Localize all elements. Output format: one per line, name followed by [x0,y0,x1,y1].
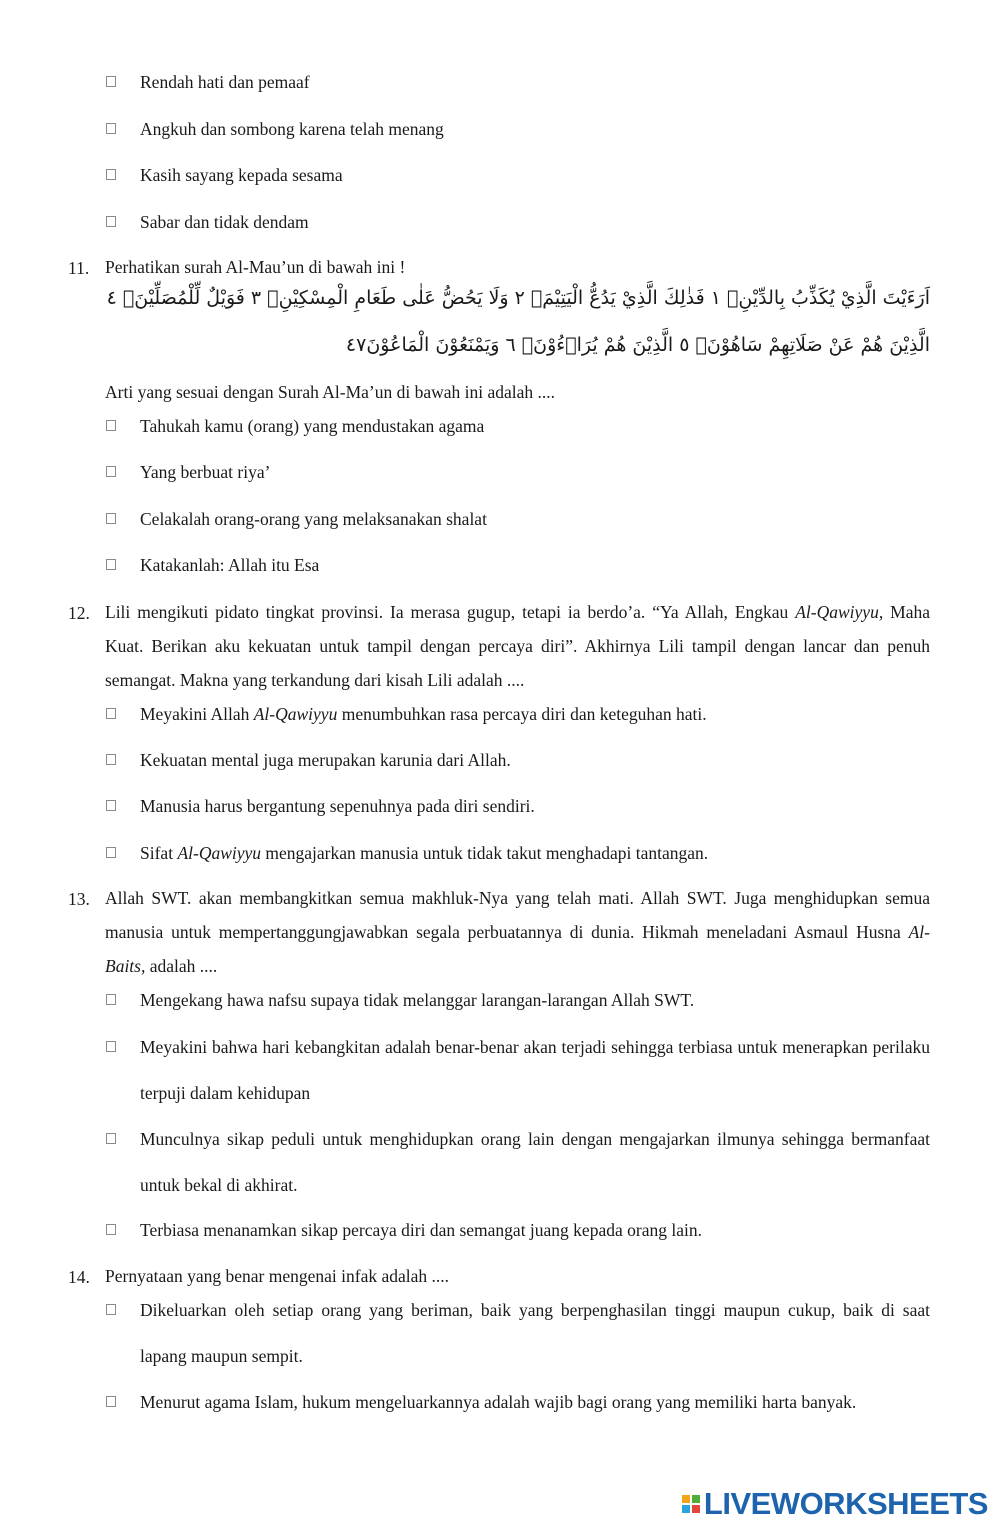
checkbox[interactable] [106,800,116,811]
question-text-part: Lili mengikuti pidato tingkat provinsi. Ia merasa gugup, tetapi ia berdo’a. “Ya Allah, Engkau [105,602,796,622]
arabic-verse-line-1: اَرَءَيْتَ الَّذِيْ يُكَذِّبُ بِالدِّيْنِۗ ١ فَذٰلِكَ الَّذِيْ يَدُعُّ الْيَتِيْمَۙ ٢ وَلَا يَحُضُّ عَلٰى طَعَامِ الْمِسْكِيْنِۗ ٣ فَوَيْلٌ لِّلْمُصَلِّيْنَۙ ٤ [106,287,930,309]
checkbox[interactable] [106,466,116,477]
checkbox[interactable] [106,1133,116,1144]
liveworksheets-logo [682,1486,988,1522]
logo-tile [682,1505,690,1513]
checkbox[interactable] [106,708,116,719]
option-text: Meyakini bahwa hari kebangkitan adalah benar-benar akan terjadi sehingga terbiasa untuk menerapkan perilaku terpuji dalam kehidupan [140,1037,930,1103]
logo-tile [682,1495,690,1503]
logo-grid-icon [682,1495,700,1513]
logo-tile [692,1495,700,1503]
option-text: Kasih sayang kepada sesama [140,165,343,185]
asmaul-husna-term: Al-Qawiyyu [253,704,338,724]
question-prompt: Pernyataan yang benar mengenai infak adalah .... [105,1266,450,1286]
checkbox[interactable] [106,1041,116,1052]
checkbox[interactable] [106,216,116,227]
question-text-part: Allah SWT. akan membangkitkan semua makhluk-Nya yang telah mati. Allah SWT. Juga menghidupkan semua manusia untuk mempertanggungjawabkan segala perbuatannya di dunia. Hikmah meneladani Asmaul Husna [105,888,930,942]
checkbox[interactable] [106,169,116,180]
option-text [140,691,930,737]
checkbox[interactable] [106,123,116,134]
option-text: Tahukah kamu (orang) yang mendustakan agama [140,416,485,436]
question-text [105,881,930,983]
checkbox[interactable] [106,513,116,524]
option-text-part: mengajarkan manusia untuk tidak takut menghadapi tantangan. [261,843,709,863]
logo-tile [692,1505,700,1513]
option-text [140,830,930,876]
asmaul-husna-term: Al-Baits, [105,922,930,976]
option-text-part: Meyakini Allah [140,704,254,724]
option-text: Menurut agama Islam, hukum mengeluarkannya adalah wajib bagi orang yang memiliki harta banyak. [140,1392,857,1412]
checkbox[interactable] [106,754,116,765]
asmaul-husna-term: Al-Qawiyyu [177,843,262,863]
checkbox[interactable] [106,1396,116,1407]
option-text: Terbiasa menanamkan sikap percaya diri dan semangat juang kepada orang lain. [140,1220,702,1240]
question-number: 13. [68,889,90,909]
option-text: Rendah hati dan pemaaf [140,72,310,92]
option-text: Katakanlah: Allah itu Esa [140,555,320,575]
option-text: Sabar dan tidak dendam [140,212,309,232]
checkbox[interactable] [106,847,116,858]
option-text: Mengekang hawa nafsu supaya tidak melanggar larangan-larangan Allah SWT. [140,990,695,1010]
checkbox[interactable] [106,1304,116,1315]
asmaul-husna-term: Al-Qawiyyu, [795,602,884,622]
question-text-part: Maha Kuat. Berikan aku kekuatan untuk tampil dengan percaya diri”. Akhirnya Lili tampil dengan lancar dan penuh semangat. Makna yang terkandung dari kisah Lili adalah .... [105,602,930,690]
checkbox[interactable] [106,76,116,87]
option-text: Dikeluarkan oleh setiap orang yang beriman, baik yang berpenghasilan tinggi maupun cukup, baik di saat lapang maupun sempit. [140,1300,930,1366]
checkbox[interactable] [106,559,116,570]
option-text-part: menumbuhkan rasa percaya diri dan keteguhan hati. [337,704,707,724]
question-number: 11. [68,258,90,278]
checkbox[interactable] [106,1224,116,1235]
question-number: 14. [68,1267,90,1287]
logo-text: LIVEWORKSHEETS [703,1486,988,1521]
question-text: Arti yang sesuai dengan Surah Al-Ma’un di bawah ini adalah .... [105,382,556,402]
question-text-part: adalah .... [145,956,218,976]
question-prompt: Perhatikan surah Al-Mau’un di bawah ini ! [105,257,406,277]
option-text: Munculnya sikap peduli untuk menghidupkan orang lain dengan mengajarkan ilmunya sehingga bermanfaat untuk bekal di akhirat. [140,1129,930,1195]
checkbox[interactable] [106,994,116,1005]
option-text: Yang berbuat riya’ [140,462,271,482]
option-text: Manusia harus bergantung sepenuhnya pada diri sendiri. [140,796,535,816]
question-number: 12. [68,603,90,623]
option-text: Kekuatan mental juga merupakan karunia dari Allah. [140,750,511,770]
option-text: Angkuh dan sombong karena telah menang [140,119,444,139]
option-text: Celakalah orang-orang yang melaksanakan shalat [140,509,487,529]
question-text [105,595,930,697]
option-text-part: Sifat [140,843,178,863]
arabic-verse-line-2: الَّذِيْنَ هُمْ عَنْ صَلَاتِهِمْ سَاهُوْنَۙ ٥ الَّذِيْنَ هُمْ يُرَاۤءُوْنَۙ ٦ وَيَمْنَعُوْنَ الْمَاعُوْنَ٤٧ [345,334,930,356]
checkbox[interactable] [106,420,116,431]
